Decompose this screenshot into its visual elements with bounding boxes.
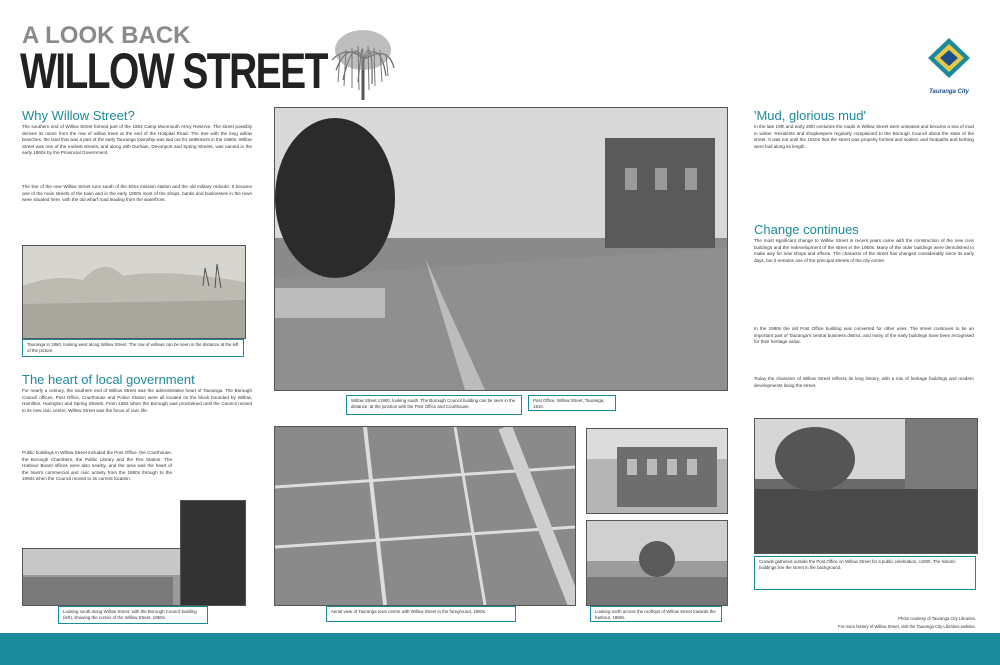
crowd-celebration-photo [754, 418, 978, 554]
caption-c1900: Willow Street c1900, looking south. The Borough Council building can be seen in the distance, at the junction with the Post Office and Courthouse. [346, 395, 522, 415]
city-logo [926, 36, 972, 94]
why-paragraph-1: The southern end of Willow Street formed part of the 1864 Camp Monmouth Army Reserve. The street possibly derives its name from the row of willow trees at the end of the Hospital Road. The tree with the long willow branches, the land that was a part of the early Tauranga township was laid out for settlement in the 1860s. Willow Street was one of the earliest streets, and along with Durham, Devonport and Spring Streets, was named in the early 1860s by the Provincial Government. [22, 124, 252, 156]
aerial-view-photo [274, 426, 576, 606]
rooftops-1960s-photo [586, 520, 728, 606]
footer-bar [0, 633, 1000, 665]
page-title: WILLOW STREET [20, 43, 327, 99]
tauranga-1860-drawing [22, 245, 246, 339]
change-paragraph-2: In the 1990s the old Post Office building was converted for other uses. The street continues to be an important part of Tauranga's central business district, and many of the early buildings have been recognised for their heritage value. [754, 326, 974, 345]
credits-line-1: Photo courtesy of Tauranga City Libraries. [898, 616, 976, 621]
caption-1950s: Looking south along Willow Street, with the Borough Council building (left), showing the corner of the Willow Street, 1950s. [58, 606, 208, 624]
logo-label: Tauranga City [929, 89, 969, 95]
landscape-sketch-icon [23, 246, 245, 338]
mud-heading: 'Mud, glorious mud' [754, 108, 866, 123]
willow-tree-icon [328, 20, 398, 100]
gov-heading: The heart of local government [22, 372, 195, 387]
why-paragraph-2: The line of the new Willow Street runs south of the Elms mission station and the old military redoubt. It became one of the main streets of the town and in the early 1900s most of the shops, banks and businesses in the town were situated here, with the old wharf road leading from the waterfront. [22, 184, 252, 203]
aerial-map-icon [275, 427, 575, 605]
tauranga-logo-icon [926, 36, 972, 84]
gov-paragraph-1: For nearly a century, the southern end of Willow Street was the administrative heart of Tauranga. The Borough Council offices, Post Office, Courthouse and Police Station were all located on the block bounded by Willow, Hamilton, Harington and Spring Streets. From 1882 when the Borough was proclaimed until the Council moved to its new civic centre, Willow Street was the focus of civic life. [22, 388, 252, 413]
street-scene-icon [275, 108, 727, 390]
credits-line-2: For more history of Willow Street, visit the Tauranga City Libraries website. [838, 624, 976, 629]
mud-paragraph-1: In the late 19th and early 20th centuries the roads in Willow Street were unsealed and became a sea of mud in winter. Residents and shopkeepers regularly complained to the Borough Council about the state of the street. It was not until the 1910s that the street was properly formed and sealed, and footpaths and kerbing were laid along its length. [754, 124, 974, 149]
crowd-scene-icon [755, 419, 977, 553]
change-paragraph-3: Today the character of Willow Street reflects its long history, with a mix of heritage buildings and modern developments lining the street. [754, 376, 974, 388]
caption-post-office-1910: Post Office, Willow Street, Tauranga, 1910. [528, 395, 616, 411]
why-heading: Why Willow Street? [22, 108, 135, 123]
caption-aerial: Aerial view of Tauranga town centre with Willow Street in the foreground, 1950s. [326, 606, 516, 622]
change-heading: Change continues [754, 222, 859, 237]
borough-building-photo [180, 500, 246, 606]
gov-paragraph-2: Public buildings in Willow Street included the Post Office, the Courthouse, the Borough Chambers, the Public Library and the Fire Station. The Harbour Board offices were also nearby, and the area was the heart of the town's commercial and civic activity from the 1880s through to the 1960s when the Council moved to its current location. [22, 450, 172, 482]
kicker: A LOOK BACK [22, 22, 191, 49]
caption-crowd: Crowds gathered outside the Post Office on Willow Street for a public celebration, c1900. The historic buildings line the street in the background. [754, 556, 976, 590]
rooftops-icon [587, 521, 727, 605]
building-icon [587, 429, 727, 513]
caption-1860: Tauranga in 1860, looking west along Willow Street. The row of willows can be seen in the distance at the left of the picture. [22, 339, 244, 357]
change-paragraph-1: The most significant change to Willow Street in recent years came with the construction of the new civic buildings and the redevelopment of the street in the 1960s. Many of the older buildings were demolished to make way for new shops and offices. The character of the street has changed considerably since its early days, but it remains one of the principal streets of the city centre. [754, 238, 974, 263]
post-office-corner-photo [586, 428, 728, 514]
caption-rooftops: Looking north across the rooftops of Willow Street towards the harbour, 1960s. [590, 606, 722, 622]
willow-street-c1900-photo [274, 107, 728, 391]
